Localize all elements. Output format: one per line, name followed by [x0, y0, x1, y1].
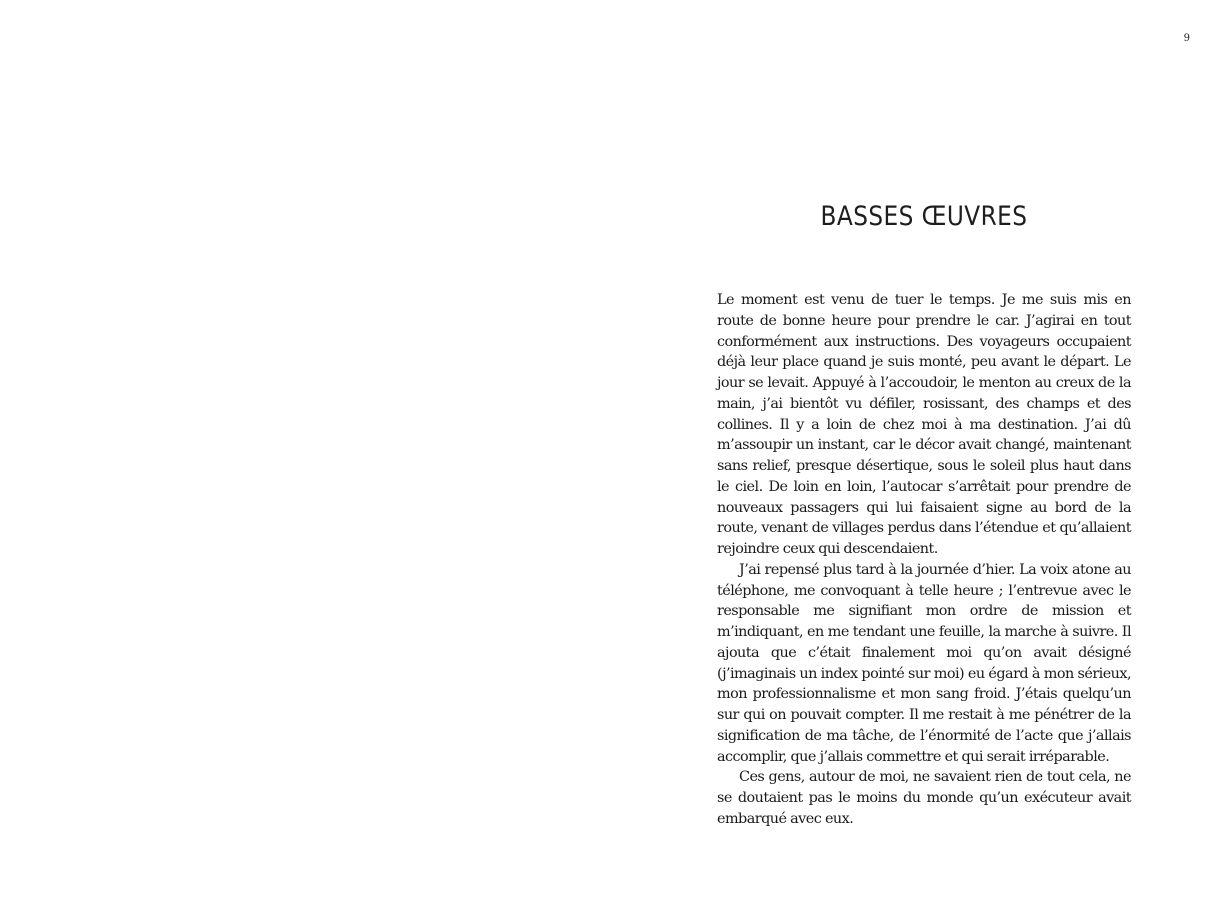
page-number: 9: [1183, 33, 1190, 44]
right-page: [608, 0, 1216, 912]
paragraph-3: Ces gens, autour de moi, ne savaient rien de tout cela, ne se doutaient pas le moins du monde qu’un exécuteur avait embarqué avec eux.: [717, 769, 1131, 827]
paragraph-2: J’ai repensé plus tard à la journée d’hier. La voix atone au téléphone, me convoquant à telle heure ; l’entrevue avec le responsable me signifiant mon ordre de mission et m’indiquant, en me tendant une feuille, la marche à suivre. Il ajouta que c’était finalement moi qu’on avait désigné (j’imaginais un index pointé sur moi) eu égard à mon sérieux, mon professionnalisme et mon sang froid. J’étais quelqu’un sur qui on pouvait compter. Il me restait à me pénétrer de la signification de ma tâche, de l’énormité de l’acte que j’allais accomplir, que j’allais commettre et qui serait irréparable.: [717, 561, 1131, 765]
paragraph-1: Le moment est venu de tuer le temps. Je me suis mis en route de bonne heure pour prendre le car. J’agirai en tout conformément aux instructions. Des voyageurs occupaient déjà leur place quand je suis monté, peu avant le départ. Le jour se levait. Appuyé à l’accoudoir, le menton au creux de la main, j’ai bientôt vu défiler, rosissant, des champs et des collines. Il y a loin de chez moi à ma destination. J’ai dû m’assoupir un instant, car le décor avait changé, maintenant sans relief, presque désertique, sous le soleil plus haut dans le ciel. De loin en loin, l’autocar s’arrêtait pour prendre de nouveaux passagers qui lui faisaient signe au bord de la route, venant de villages perdus dans l’étendue et qu’allaient rejoindre ceux qui descendaient.: [717, 292, 1131, 557]
chapter-title: BASSES ŒUVRES: [820, 201, 1028, 232]
body-text: [717, 290, 1131, 830]
